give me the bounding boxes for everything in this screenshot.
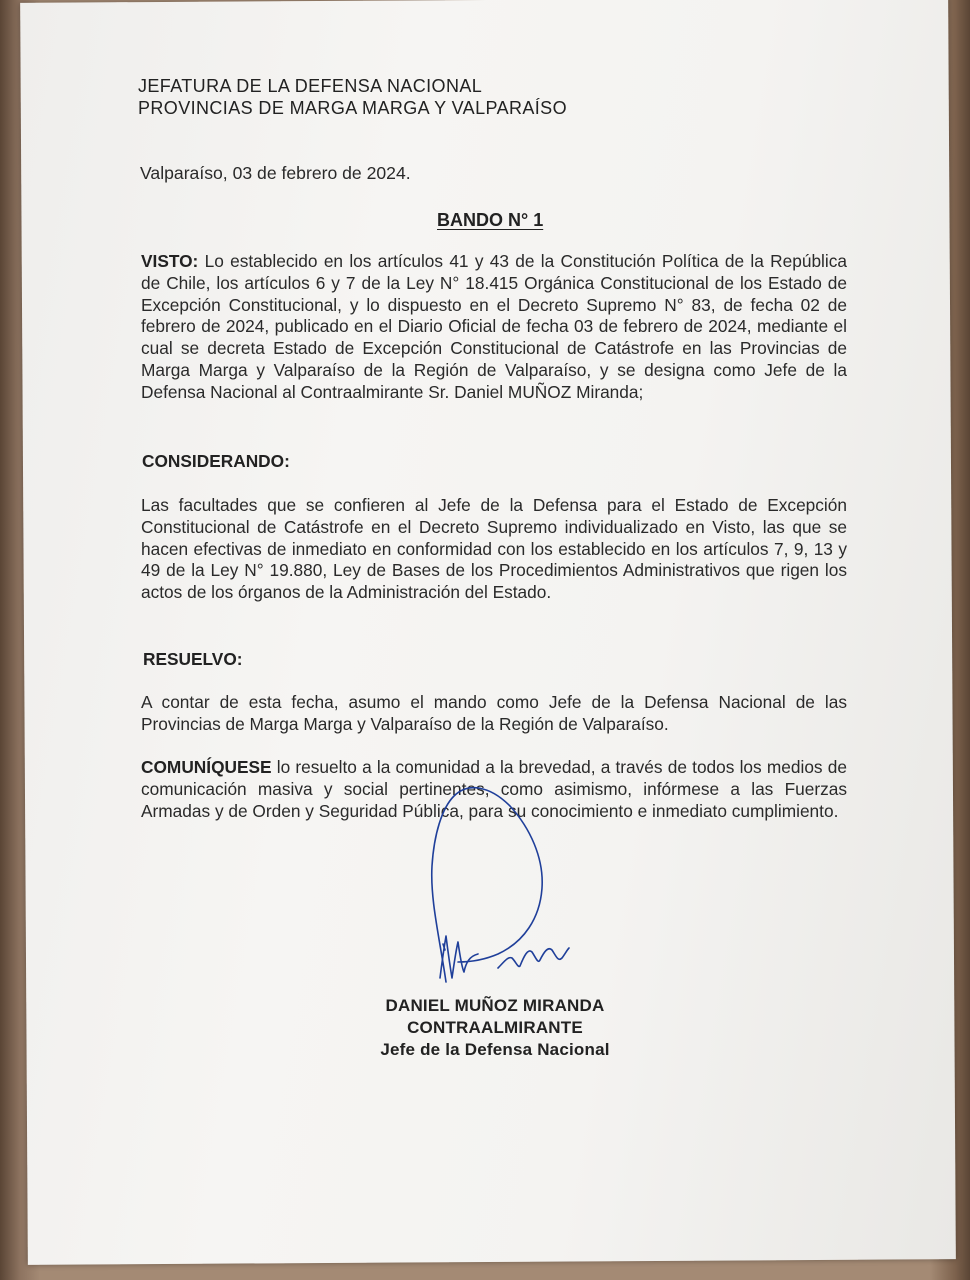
- visto-paragraph: [141, 251, 847, 404]
- issuing-authority-header: [138, 75, 567, 119]
- header-line-2: PROVINCIAS DE MARGA MARGA Y VALPARAÍSO: [138, 98, 567, 118]
- visto-label: VISTO:: [141, 251, 199, 271]
- considerando-paragraph: Las facultades que se confieren al Jefe de la Defensa para el Estado de Excepción Constitucional de Catástrofe en el Decreto Supremo individualizado en Visto, las que se hacen efectivas de inmediato en conformidad con los establecido en los artículos 7, 9, 13 y 49 de la Ley N° 19.880, Ley de Bases de los Procedimientos Administrativos que rigen los actos de los órganos de la Administración del Estado.: [141, 495, 847, 603]
- comuniquese-paragraph: [141, 757, 847, 822]
- signatory-block: [330, 995, 660, 1061]
- signatory-rank: CONTRAALMIRANTE: [407, 1018, 583, 1037]
- document-title: BANDO N° 1: [437, 210, 544, 230]
- header-line-1: JEFATURA DE LA DEFENSA NACIONAL: [138, 76, 483, 96]
- visto-text: Lo establecido en los artículos 41 y 43 de la Constitución Política de la República de Chile, los artículos 6 y 7 de la Ley N° 18.415 Orgánica Constitucional de los Estado de Excepción Constitucional, y lo dispuesto en el Decreto Supremo N° 83, de fecha 02 de febrero de 2024, publicado en el Diario Oficial de fecha 03 de febrero de 2024, mediante el cual se decreta Estado de Excepción Constitucional de Catástrofe en las Provincias de Marga Marga y Valparaíso de la Región de Valparaíso, y se designa como Jefe de la Defensa Nacional al Contraalmirante Sr. Daniel MUÑOZ Miranda;: [141, 251, 847, 402]
- resuelvo-heading: RESUELVO:: [143, 649, 243, 669]
- document-sheet: [20, 0, 956, 1265]
- signatory-name: DANIEL MUÑOZ MIRANDA: [385, 996, 605, 1015]
- considerando-heading: CONSIDERANDO:: [142, 451, 290, 471]
- signatory-position: Jefe de la Defensa Nacional: [380, 1040, 610, 1059]
- resuelvo-paragraph: A contar de esta fecha, asumo el mando como Jefe de la Defensa Nacional de las Provincias de Marga Marga y Valparaíso de la Región de Valparaíso.: [141, 692, 847, 734]
- comuniquese-text: lo resuelto a la comunidad a la brevedad, a través de todos los medios de comunicación masiva y social pertinentes, como asimismo, infórmese a las Fuerzas Armadas y de Orden y Seguridad Pública, para su conocimiento e inmediato cumplimiento.: [141, 757, 847, 821]
- comuniquese-label: COMUNÍQUESE: [141, 757, 272, 777]
- document-date: Valparaíso, 03 de febrero de 2024.: [140, 163, 411, 183]
